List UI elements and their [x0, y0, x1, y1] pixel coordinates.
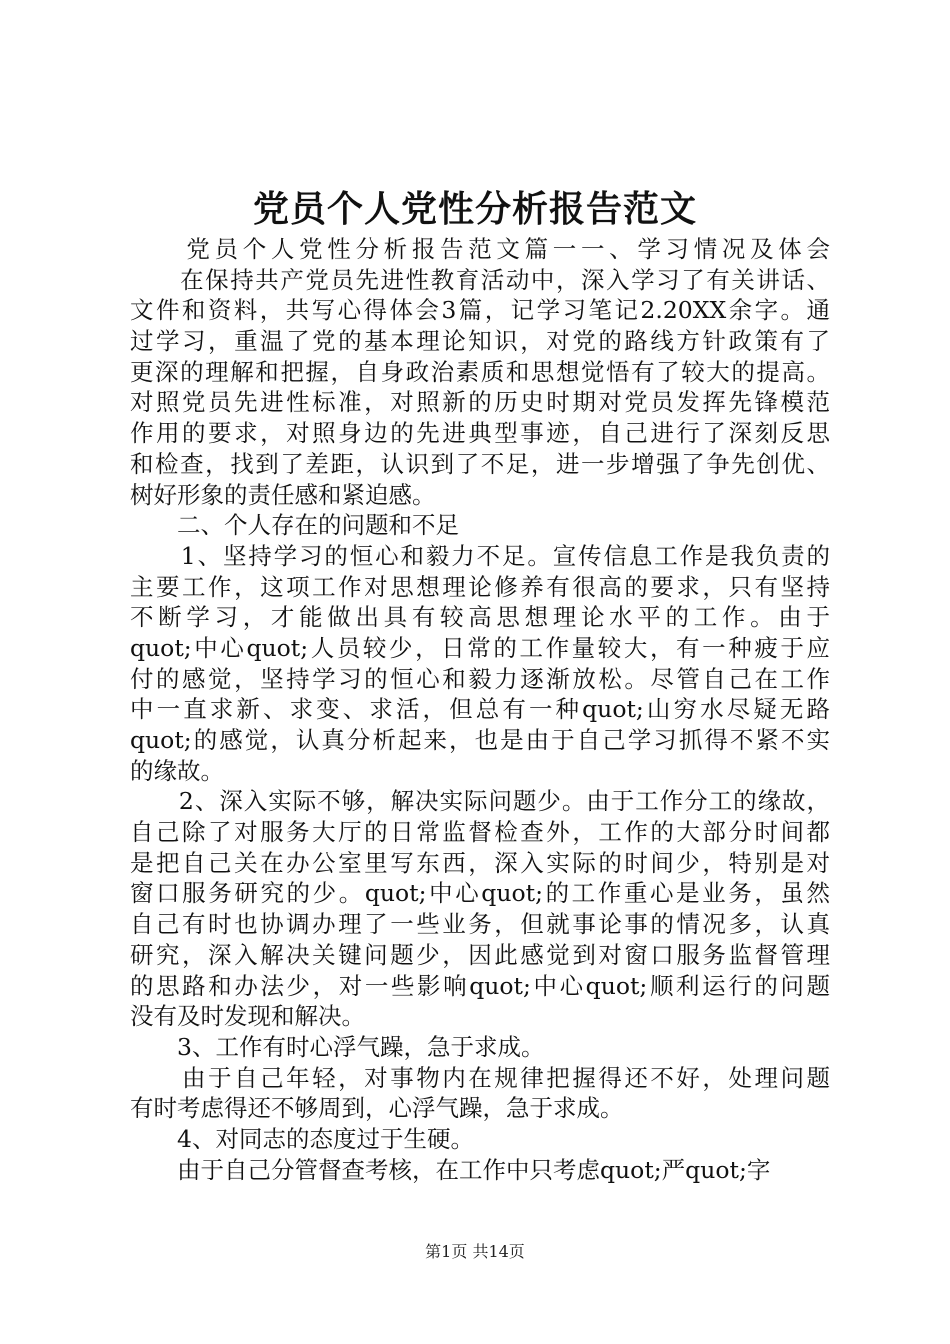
text-line: 的思路和办法少，对一些影响quot;中心quot;顺利运行的问题: [130, 971, 830, 1000]
text-line: 窗口服务研究的少。quot;中心quot;的工作重心是业务，虽然: [130, 879, 830, 908]
text-line: 自己除了对服务大厅的日常监督检查外，工作的大部分时间都: [130, 818, 830, 847]
text-line: 过学习，重温了党的基本理论知识，对党的路线方针政策有了: [130, 327, 830, 356]
text-line: 的缘故。: [130, 756, 224, 785]
text-line: 对照党员先进性标准，对照新的历史时期对党员发挥先锋模范: [130, 388, 830, 417]
text-line: 付的感觉，坚持学习的恒心和毅力逐渐放松。尽管自己在工作: [130, 664, 830, 693]
text-line: 4、对同志的态度过于生硬。: [130, 1124, 474, 1153]
text-line: 文件和资料，共写心得体会3篇，记学习笔记2.20XX余字。通: [130, 296, 830, 325]
text-line: 没有及时发现和解决。: [130, 1002, 365, 1031]
text-line: 是把自己关在办公室里写东西，深入实际的时间少，特别是对: [130, 848, 830, 877]
text-line: 自己有时也协调办理了一些业务，但就事论事的情况多，认真: [130, 910, 830, 939]
text-line: quot;的感觉，认真分析起来，也是由于自己学习抓得不紧不实: [130, 726, 830, 754]
text-line: 作用的要求，对照身边的先进典型事迹，自己进行了深刻反思: [130, 419, 830, 448]
text-line: 主要工作，这项工作对思想理论修养有很高的要求，只有坚持: [130, 572, 830, 601]
text-line: quot;中心quot;人员较少，日常的工作量较大，有一种疲于应: [130, 633, 830, 662]
text-line: 有时考虑得还不够周到，心浮气躁，急于求成。: [130, 1094, 624, 1123]
text-line: 不断学习，才能做出具有较高思想理论水平的工作。由于: [130, 603, 830, 632]
document-body: [130, 234, 830, 1185]
page-footer: 第1页 共14页: [425, 1242, 525, 1261]
text-line: 二、个人存在的问题和不足: [130, 511, 459, 540]
text-line: 更深的理解和把握，自身政治素质和思想觉悟有了较大的提高。: [130, 357, 830, 386]
text-line: 研究，深入解决关键问题少，因此感觉到对窗口服务监督管理: [130, 940, 830, 969]
text-line: 树好形象的责任感和紧迫感。: [130, 480, 436, 509]
text-line: 由于自己分管督查考核，在工作中只考虑quot;严quot;字: [130, 1155, 771, 1184]
text-line: 和检查，找到了差距，认识到了不足，进一步增强了争先创优、: [130, 449, 830, 478]
document-title: 党员个人党性分析报告范文: [252, 188, 697, 230]
text-line: 3、工作有时心浮气躁，急于求成。: [130, 1032, 545, 1061]
text-line: 在保持共产党员先进性教育活动中，深入学习了有关讲话、: [130, 265, 830, 294]
text-line: 1、坚持学习的恒心和毅力不足。宣传信息工作是我负责的: [130, 541, 830, 570]
text-line: 2、深入实际不够，解决实际问题少。由于工作分工的缘故，: [130, 787, 830, 816]
text-line: 党员个人党性分析报告范文篇一一、学习情况及体会: [130, 235, 830, 263]
text-line: 中一直求新、求变、求活，但总有一种quot;山穷水尽疑无路: [130, 695, 830, 724]
text-line: 由于自己年轻，对事物内在规律把握得还不好，处理问题: [130, 1063, 830, 1092]
